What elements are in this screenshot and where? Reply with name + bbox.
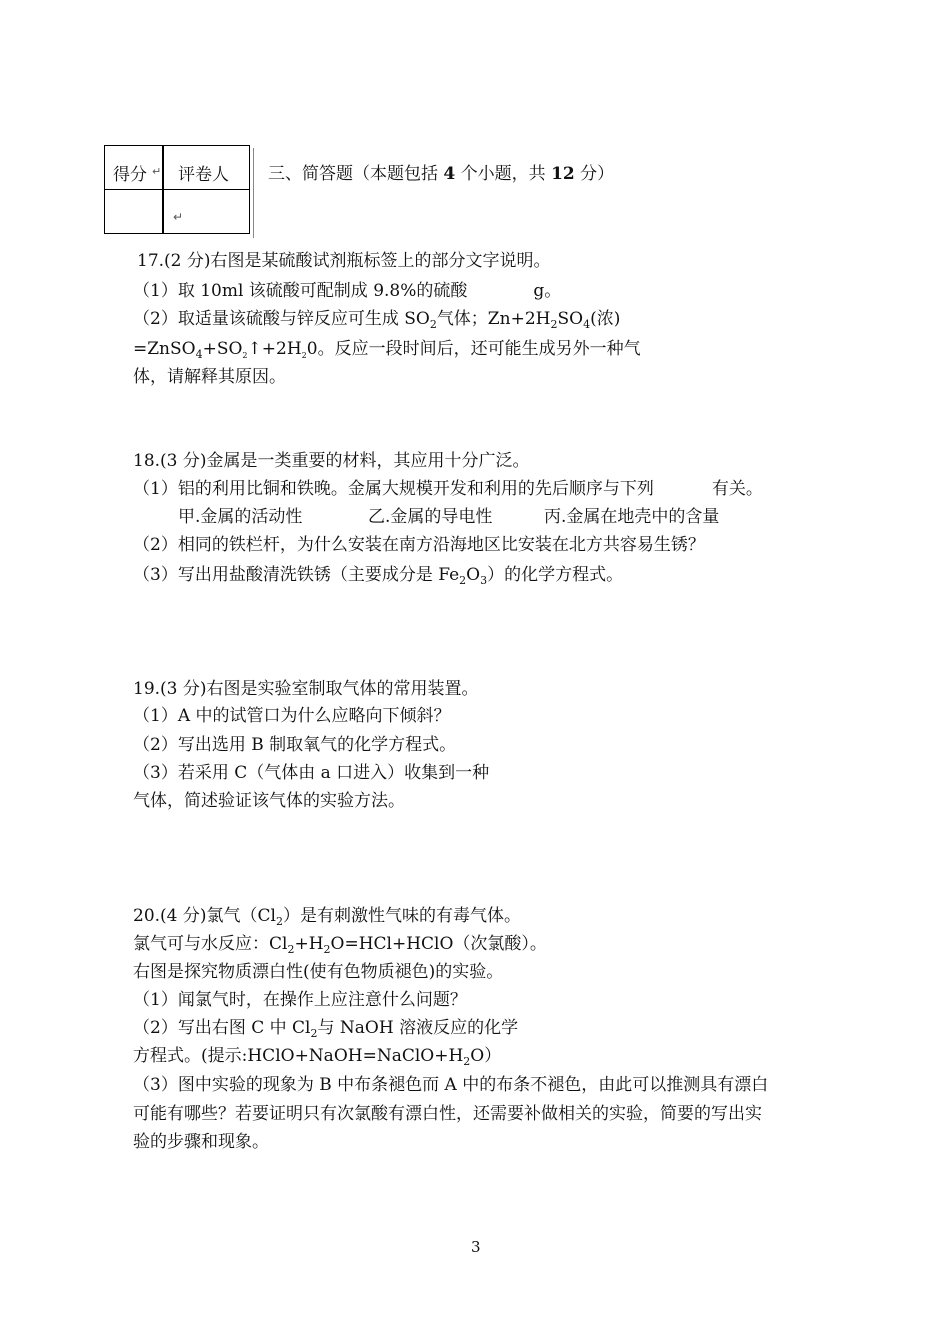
q20-part2-hint: 方程式。(提示$:HClO+NaOH=NaClO+H_2O$） xyxy=(133,1046,502,1068)
score-table xyxy=(104,145,250,234)
q17-part2-equation: $=ZnSO_4+SO_2↑+2H_20$。反应一段时间后，还可能生成另外一种气 xyxy=(133,339,641,361)
q20-part2: （2）写出右图 C 中 $Cl_2$与 NaOH 溶液反应的化学 xyxy=(133,1018,519,1040)
q18-part3: （3）写出用盐酸清洗铁锈（主要成分是 $Fe_2O_3$）的化学方程式。 xyxy=(133,565,624,587)
q19-part2: （2）写出选用 B 制取氧气的化学方程式。 xyxy=(133,735,457,755)
q19-part3-end: 气体，简述验证该气体的实验方法。 xyxy=(133,791,405,811)
q19-part3: （3）若采用 C（气体由 a 口进入）收集到一种 xyxy=(133,763,490,783)
q20-stem: 20.(4 分)氯气$(Cl_2)$是有刺激性气味的有毒气体。 xyxy=(133,906,521,928)
q20-part1: （1）闻氯气时，在操作上应注意什么问题？ xyxy=(133,990,467,1010)
return-mark: ↵ xyxy=(152,165,162,178)
q20-part3-line2: 可能有哪些？若要证明只有次氯酸有漂白性，还需要补做相关的实验，简要的写出实 xyxy=(133,1104,762,1124)
grader-label: 评卷人 xyxy=(178,165,229,185)
q18-option-c: 丙.金属在地壳中的含量 xyxy=(544,507,720,527)
q20-part3-line1: （3）图中实验的现象为 B 中布条褪色而 A 中的布条不褪色，由此可以推测具有漂白 xyxy=(133,1075,769,1095)
score-table-shadow xyxy=(250,148,254,238)
score-table-divider xyxy=(162,146,164,233)
score-label: 得分 xyxy=(113,165,147,185)
return-mark: ↵ xyxy=(173,210,184,224)
section-title: 三、简答题（本题包括 4 个小题，共 12 分） xyxy=(268,164,615,184)
q18-option-b: 乙.金属的导电性 xyxy=(368,507,493,527)
q18-part2: （2）相同的铁栏杆，为什么安装在南方沿海地区比安装在北方共容易生锈？ xyxy=(133,535,705,555)
q18-stem: 18.(3 分)金属是一类重要的材料，其应用十分广泛。 xyxy=(133,451,530,471)
q17-stem: 17.(2 分)右图是某硫酸试剂瓶标签上的部分文字说明。 xyxy=(137,251,551,271)
q20-reaction: 氯气可与水反应：$Cl_2+H_2O=HCl+HClO$（次氯酸）。 xyxy=(133,934,547,956)
page-number: 3 xyxy=(471,1238,481,1256)
q19-stem: 19.(3 分)右图是实验室制取气体的常用装置。 xyxy=(133,679,479,699)
q17-part2: （2）取适量该硫酸与锌反应可生成 $SO_2$气体；$Zn+2H_2SO_4$(浓) xyxy=(133,309,621,331)
q20-part3-line3: 验的步骤和现象。 xyxy=(133,1132,269,1152)
q19-part1: （1）A 中的试管口为什么应略向下倾斜？ xyxy=(133,706,451,726)
q18-option-a: 甲.金属的活动性 xyxy=(178,507,303,527)
q17-part1: （1）取 10ml 该硫酸可配制成 9.8%的硫酸 g。 xyxy=(133,281,562,301)
q20-intro: 右图是探究物质漂白性(使有色物质褪色)的实验。 xyxy=(133,962,504,982)
q17-part2-end: 体，请解释其原因。 xyxy=(133,367,286,387)
q18-part1: （1）铝的利用比铜和铁晚。金属大规模开发和利用的先后顺序与下列 有关。 xyxy=(133,479,763,499)
